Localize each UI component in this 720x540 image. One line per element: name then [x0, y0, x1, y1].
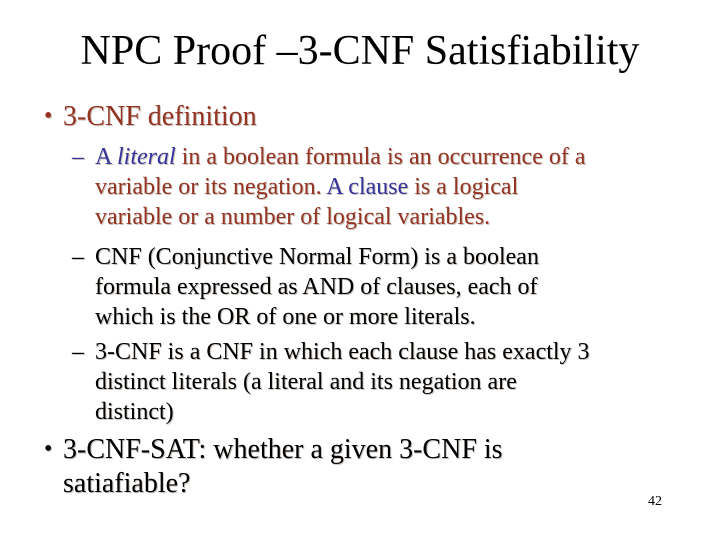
- slide-title: NPC Proof –3-CNF Satisfiability: [80, 28, 640, 74]
- text-run: variable or its negation.: [95, 174, 327, 200]
- text-run: CNF (Conjunctive Normal Form) is a boolean: [95, 244, 539, 270]
- text-run-literal-term: literal: [117, 144, 176, 170]
- bullet-3cnf-sat-text: [63, 433, 683, 501]
- text-run: formula expressed as AND of clauses, each of: [95, 274, 538, 300]
- text-run: A: [95, 144, 118, 170]
- text-run: 3-CNF-SAT: whether a given 3-CNF is: [63, 434, 503, 465]
- text-run: is a logical: [408, 174, 519, 200]
- text-run-clause-term: A clause: [326, 174, 409, 200]
- bullet-dot-icon: •: [44, 436, 53, 462]
- text-run: distinct): [95, 399, 174, 425]
- subbullet-cnf-text: [95, 242, 670, 332]
- text-run: 3-CNF definition: [63, 101, 257, 132]
- subbullet-3cnf-text: [95, 337, 670, 427]
- text-run: which is the OR of one or more literals.: [95, 304, 476, 330]
- subbullet-literal-text: [95, 142, 670, 232]
- text-run: distinct literals (a literal and its negation are: [95, 369, 517, 395]
- page-number: 42: [648, 494, 662, 509]
- text-run: 3-CNF is a CNF in which each clause has exactly 3: [95, 339, 590, 365]
- text-run: variable or a number of logical variables.: [95, 204, 491, 230]
- subbullet-cnf-definition: [72, 242, 670, 332]
- text-run: in a boolean formula is an occurrence of a: [175, 144, 586, 170]
- subbullet-literal-definition: [72, 142, 670, 232]
- bullet-dot-icon: •: [44, 103, 53, 129]
- dash-marker-icon: –: [72, 244, 84, 270]
- text-run: satiafiable?: [63, 468, 191, 499]
- dash-marker-icon: –: [72, 144, 84, 170]
- dash-marker-icon: –: [72, 339, 84, 365]
- bullet-3cnf-sat: [44, 433, 683, 501]
- subbullet-3cnf-definition: [72, 337, 670, 427]
- bullet-3cnf-definition: [44, 100, 683, 134]
- bullet-3cnf-definition-label: [63, 100, 683, 134]
